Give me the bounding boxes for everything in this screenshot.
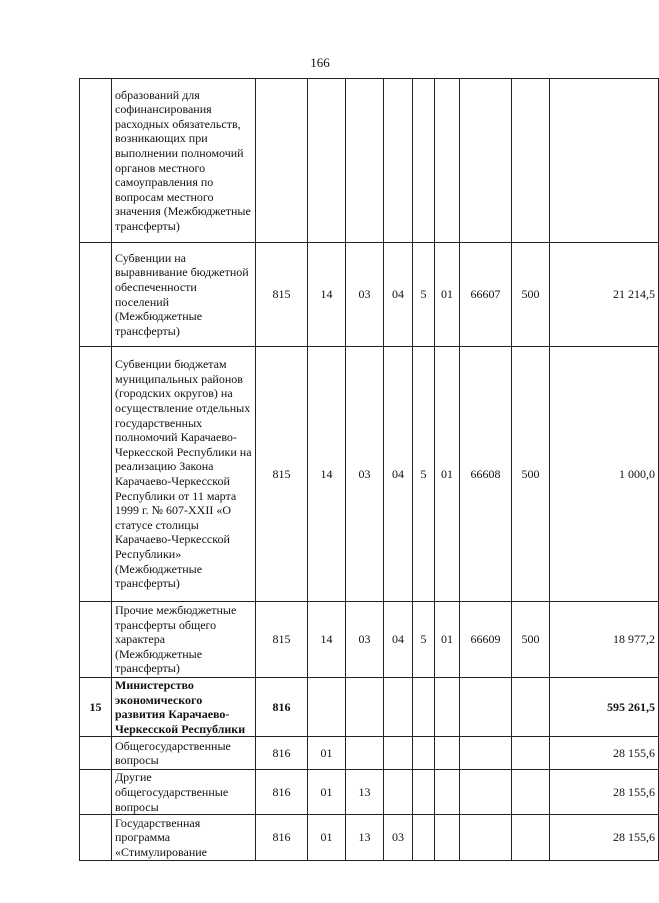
expense-code <box>460 770 512 815</box>
table-row <box>80 770 659 815</box>
direction-code <box>435 678 460 737</box>
ministry-code: 816 <box>256 815 308 861</box>
vr-code <box>512 770 550 815</box>
subsection-code: 13 <box>346 770 384 815</box>
subsection-code <box>346 79 384 243</box>
vr-code <box>512 815 550 861</box>
row-number <box>80 770 112 815</box>
direction-code: 01 <box>435 602 460 678</box>
row-name: Государственная программа «Стимулирование <box>112 815 256 861</box>
ministry-code: 816 <box>256 737 308 770</box>
direction-code: 01 <box>435 243 460 347</box>
row-name: Другие общегосударственные вопросы <box>112 770 256 815</box>
vr-code <box>512 737 550 770</box>
row-name: Прочие межбюджетные трансферты общего характера (Межбюджетные трансферты) <box>112 602 256 678</box>
direction-code <box>435 815 460 861</box>
page-number: 166 <box>310 55 330 70</box>
subsection-code: 03 <box>346 602 384 678</box>
amount: 28 155,6 <box>550 737 659 770</box>
row-name: Субвенции бюджетам муниципальных районов (городских округов) на осуществление отдельных государственных полномочий Карачаево-Черкесской Республики на реализацию Закона Карачаево-Черкесской Республики от 11 марта 1999 г. № 607-XXII «О статусе столицы Карачаево-Черкесской Республики» (Межбюджетные трансферты) <box>112 347 256 602</box>
expense-code <box>460 815 512 861</box>
section-code: 01 <box>308 815 346 861</box>
section-code: 01 <box>308 770 346 815</box>
subprogram-code <box>413 737 435 770</box>
subprogram-code: 5 <box>413 602 435 678</box>
expense-code <box>460 737 512 770</box>
subprogram-code <box>413 770 435 815</box>
ministry-code: 815 <box>256 243 308 347</box>
subsection-code: 13 <box>346 815 384 861</box>
table-row <box>80 347 659 602</box>
section-code: 14 <box>308 347 346 602</box>
row-name: Министерство экономического развития Карачаево-Черкесской Республики <box>112 678 256 737</box>
row-number <box>80 815 112 861</box>
program-code <box>384 770 413 815</box>
vr-code: 500 <box>512 347 550 602</box>
table-row <box>80 678 659 737</box>
program-code: 04 <box>384 347 413 602</box>
amount: 28 155,6 <box>550 815 659 861</box>
row-number <box>80 347 112 602</box>
vr-code <box>512 79 550 243</box>
expense-code: 66607 <box>460 243 512 347</box>
row-name: Субвенции на выравнивание бюджетной обеспеченности поселений (Межбюджетные трансферты) <box>112 243 256 347</box>
ministry-code: 815 <box>256 602 308 678</box>
row-number: 15 <box>80 678 112 737</box>
expense-code: 66609 <box>460 602 512 678</box>
direction-code <box>435 737 460 770</box>
amount: 28 155,6 <box>550 770 659 815</box>
table-row <box>80 243 659 347</box>
program-code <box>384 737 413 770</box>
row-name: образований для софинансирования расходных обязательств, возникающих при выполнении полномочий органов местного самоуправления по вопросам местного значения (Межбюджетные трансферты) <box>112 79 256 243</box>
table-row <box>80 815 659 861</box>
ministry-code: 815 <box>256 347 308 602</box>
section-code: 14 <box>308 602 346 678</box>
direction-code: 01 <box>435 347 460 602</box>
row-name: Общегосударственные вопросы <box>112 737 256 770</box>
amount: 595 261,5 <box>550 678 659 737</box>
row-number <box>80 737 112 770</box>
vr-code: 500 <box>512 602 550 678</box>
table-row <box>80 79 659 243</box>
amount <box>550 79 659 243</box>
expense-code <box>460 678 512 737</box>
section-code: 01 <box>308 737 346 770</box>
section-code <box>308 79 346 243</box>
ministry-code <box>256 79 308 243</box>
budget-table <box>79 78 659 861</box>
vr-code <box>512 678 550 737</box>
program-code: 04 <box>384 602 413 678</box>
vr-code: 500 <box>512 243 550 347</box>
subprogram-code <box>413 815 435 861</box>
ministry-code: 816 <box>256 678 308 737</box>
table-row <box>80 737 659 770</box>
ministry-code: 816 <box>256 770 308 815</box>
row-number <box>80 602 112 678</box>
program-code: 04 <box>384 243 413 347</box>
section-code: 14 <box>308 243 346 347</box>
subprogram-code: 5 <box>413 347 435 602</box>
section-code <box>308 678 346 737</box>
amount: 18 977,2 <box>550 602 659 678</box>
amount: 1 000,0 <box>550 347 659 602</box>
subsection-code: 03 <box>346 243 384 347</box>
program-code <box>384 678 413 737</box>
subsection-code <box>346 737 384 770</box>
expense-code: 66608 <box>460 347 512 602</box>
row-number <box>80 243 112 347</box>
expense-code <box>460 79 512 243</box>
subprogram-code <box>413 678 435 737</box>
program-code <box>384 79 413 243</box>
amount: 21 214,5 <box>550 243 659 347</box>
subsection-code <box>346 678 384 737</box>
row-number <box>80 79 112 243</box>
program-code: 03 <box>384 815 413 861</box>
direction-code <box>435 79 460 243</box>
direction-code <box>435 770 460 815</box>
subsection-code: 03 <box>346 347 384 602</box>
subprogram-code: 5 <box>413 243 435 347</box>
table-row <box>80 602 659 678</box>
subprogram-code <box>413 79 435 243</box>
